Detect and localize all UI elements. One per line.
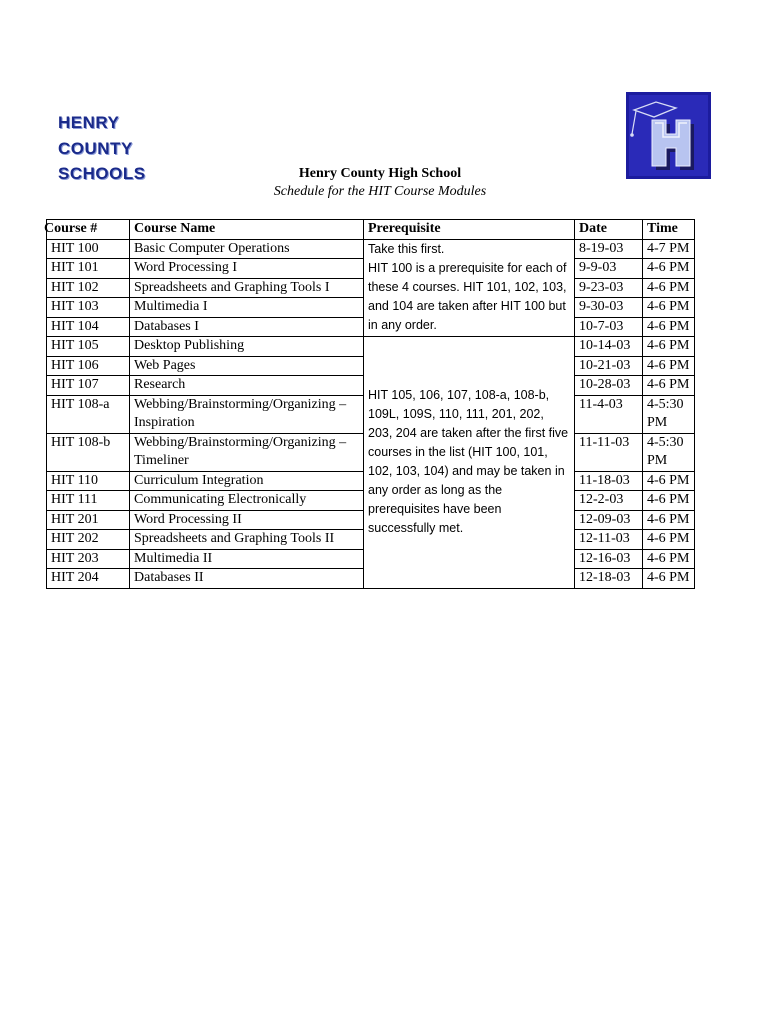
course-number: HIT 204 bbox=[47, 569, 130, 589]
course-number: HIT 103 bbox=[47, 298, 130, 318]
table-header-row bbox=[47, 220, 695, 240]
org-name bbox=[58, 110, 146, 187]
course-date: 12-2-03 bbox=[575, 491, 643, 511]
course-time: 4-6 PM bbox=[643, 298, 695, 318]
course-schedule-table bbox=[46, 219, 695, 589]
course-number: HIT 111 bbox=[47, 491, 130, 511]
course-name: Research bbox=[130, 376, 364, 396]
course-date: 10-28-03 bbox=[575, 376, 643, 396]
course-date: 12-18-03 bbox=[575, 569, 643, 589]
course-time: 4-6 PM bbox=[643, 337, 695, 357]
course-number: HIT 105 bbox=[47, 337, 130, 357]
course-date: 10-14-03 bbox=[575, 337, 643, 357]
course-time: 4-6 PM bbox=[643, 376, 695, 396]
course-time: 4-7 PM bbox=[643, 239, 695, 259]
course-time: 4-6 PM bbox=[643, 491, 695, 511]
course-time: 4-6 PM bbox=[643, 317, 695, 337]
course-time: 4-6 PM bbox=[643, 259, 695, 279]
course-date: 9-23-03 bbox=[575, 278, 643, 298]
course-name: Word Processing II bbox=[130, 510, 364, 530]
course-date: 10-7-03 bbox=[575, 317, 643, 337]
prerequisite-group-2: HIT 105, 106, 107, 108-a, 108-b, 109L, 109S, 110, 111, 201, 202, 203, 204 are taken after the first five courses in the list (HIT 100, 101, 102, 103, 104) and may be taken in any order as long as the prerequisites have been successfully met. bbox=[364, 337, 575, 589]
course-name: Spreadsheets and Graphing Tools I bbox=[130, 278, 364, 298]
course-name: Multimedia II bbox=[130, 549, 364, 569]
column-header-date: Date bbox=[575, 220, 643, 240]
org-name-line-1: HENRY bbox=[58, 113, 120, 132]
course-number: HIT 108-b bbox=[47, 433, 130, 471]
course-number: HIT 202 bbox=[47, 530, 130, 550]
course-date: 11-11-03 bbox=[575, 433, 643, 471]
course-time: 4-5:30 PM bbox=[643, 395, 695, 433]
course-date: 9-30-03 bbox=[575, 298, 643, 318]
course-number: HIT 110 bbox=[47, 471, 130, 491]
course-name: Web Pages bbox=[130, 356, 364, 376]
course-name: Multimedia I bbox=[130, 298, 364, 318]
course-number: HIT 104 bbox=[47, 317, 130, 337]
course-name: Curriculum Integration bbox=[130, 471, 364, 491]
course-number: HIT 100 bbox=[47, 239, 130, 259]
course-date: 12-16-03 bbox=[575, 549, 643, 569]
course-time: 4-6 PM bbox=[643, 471, 695, 491]
course-number: HIT 201 bbox=[47, 510, 130, 530]
column-header-course: Course # bbox=[47, 220, 130, 240]
course-number: HIT 101 bbox=[47, 259, 130, 279]
school-logo bbox=[626, 92, 711, 179]
course-date: 12-09-03 bbox=[575, 510, 643, 530]
course-name: Webbing/Brainstorming/Organizing – Timeliner bbox=[130, 433, 364, 471]
course-time: 4-6 PM bbox=[643, 549, 695, 569]
course-time: 4-5:30 PM bbox=[643, 433, 695, 471]
course-name: Spreadsheets and Graphing Tools II bbox=[130, 530, 364, 550]
course-name: Basic Computer Operations bbox=[130, 239, 364, 259]
course-name: Word Processing I bbox=[130, 259, 364, 279]
course-time: 4-6 PM bbox=[643, 569, 695, 589]
course-date: 11-4-03 bbox=[575, 395, 643, 433]
course-name: Communicating Electronically bbox=[130, 491, 364, 511]
course-time: 4-6 PM bbox=[643, 530, 695, 550]
table-row bbox=[47, 337, 695, 357]
course-date: 11-18-03 bbox=[575, 471, 643, 491]
course-name: Webbing/Brainstorming/Organizing – Inspiration bbox=[130, 395, 364, 433]
column-header-name: Course Name bbox=[130, 220, 364, 240]
course-name: Databases II bbox=[130, 569, 364, 589]
course-number: HIT 106 bbox=[47, 356, 130, 376]
column-header-time: Time bbox=[643, 220, 695, 240]
course-number: HIT 102 bbox=[47, 278, 130, 298]
course-date: 10-21-03 bbox=[575, 356, 643, 376]
table-row bbox=[47, 239, 695, 259]
course-date: 9-9-03 bbox=[575, 259, 643, 279]
schedule-title: Schedule for the HIT Course Modules bbox=[273, 184, 487, 199]
course-number: HIT 108-a bbox=[47, 395, 130, 433]
prerequisite-group-1-text: HIT 100 is a prerequisite for each of these 4 courses. HIT 101, 102, 103, and 104 are taken after HIT 100 but in any order. bbox=[368, 260, 567, 332]
course-number: HIT 107 bbox=[47, 376, 130, 396]
course-time: 4-6 PM bbox=[643, 510, 695, 530]
course-name: Desktop Publishing bbox=[130, 337, 364, 357]
course-date: 12-11-03 bbox=[575, 530, 643, 550]
column-header-prerequisite: Prerequisite bbox=[364, 220, 575, 240]
course-time: 4-6 PM bbox=[643, 278, 695, 298]
course-date: 8-19-03 bbox=[575, 239, 643, 259]
graduation-cap-h-icon bbox=[626, 92, 711, 179]
course-number: HIT 203 bbox=[47, 549, 130, 569]
prerequisite-group-1 bbox=[364, 239, 575, 337]
course-name: Databases I bbox=[130, 317, 364, 337]
course-time: 4-6 PM bbox=[643, 356, 695, 376]
school-name: Henry County High School bbox=[298, 166, 462, 181]
org-name-line-3: SCHOOLS bbox=[58, 164, 146, 183]
prerequisite-first: Take this first. bbox=[368, 241, 445, 256]
org-name-line-2: COUNTY bbox=[58, 138, 133, 158]
